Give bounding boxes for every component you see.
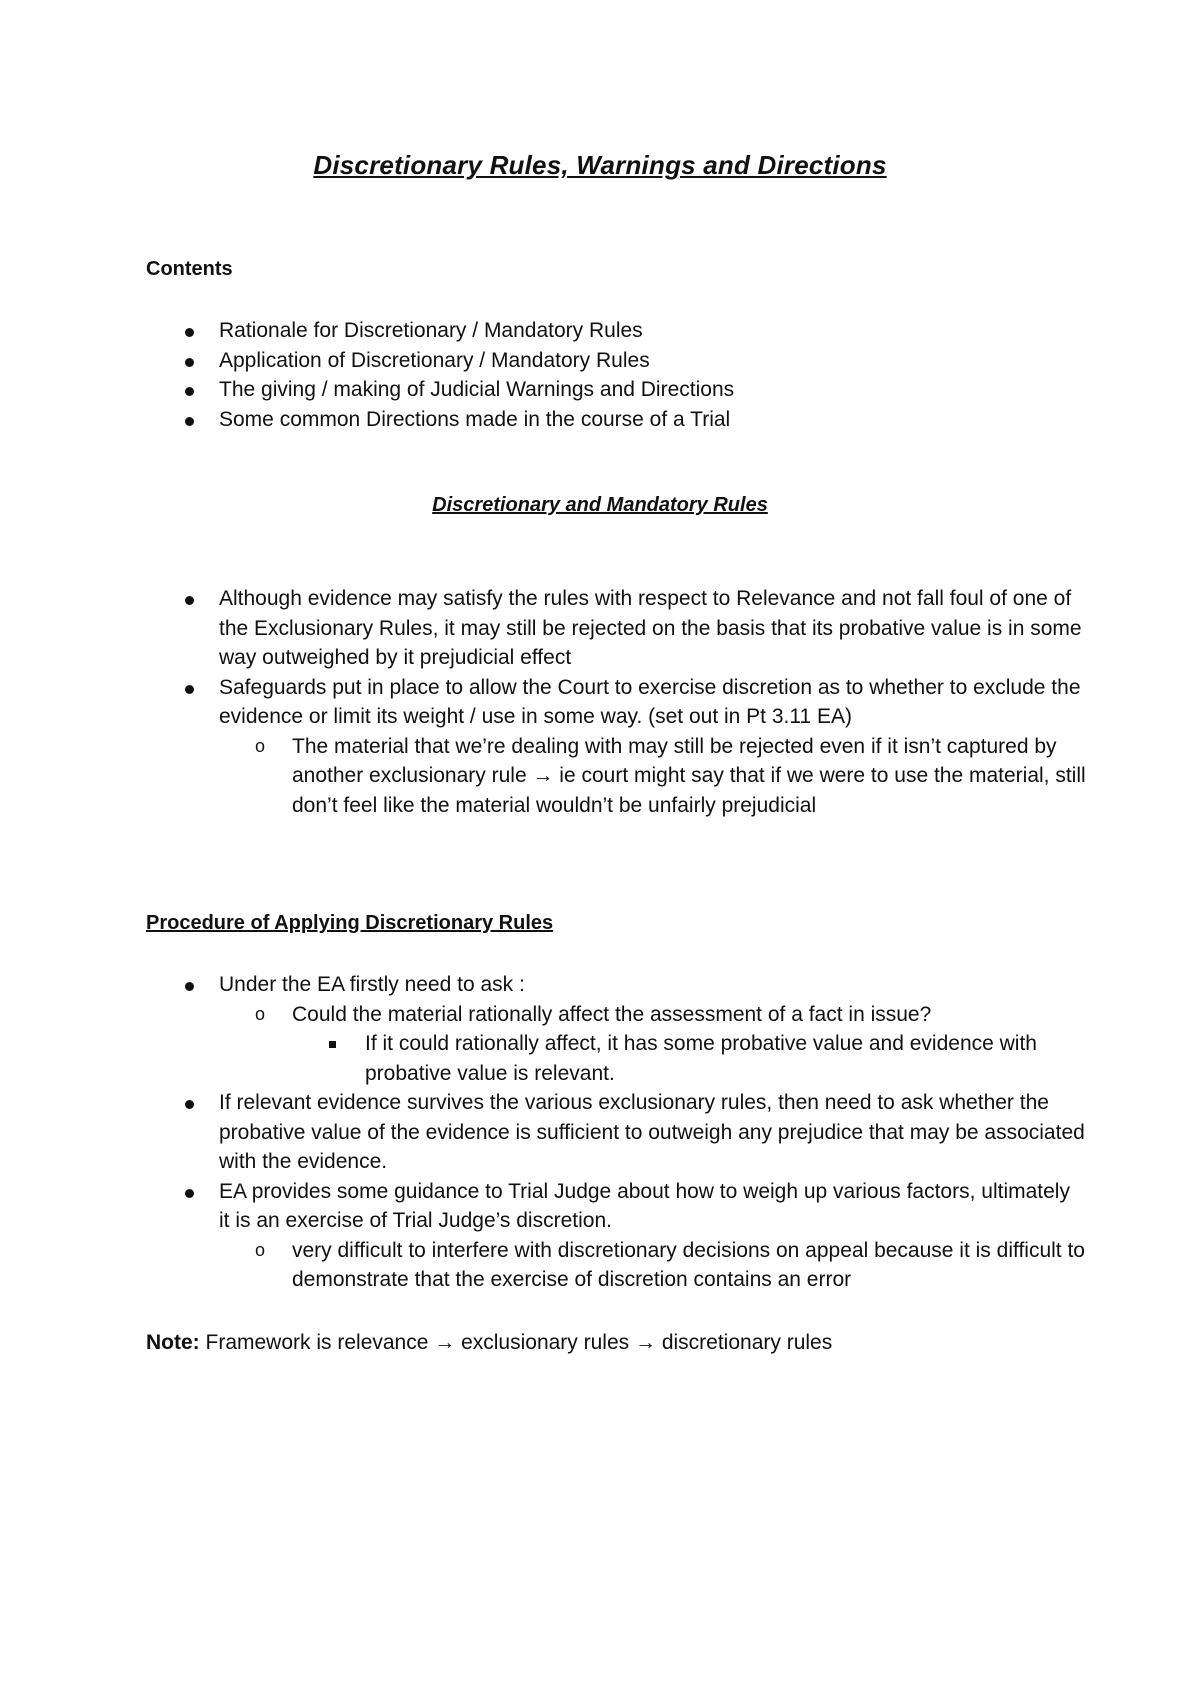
list-item: Rationale for Discretionary / Mandatory Rules [146,316,1086,346]
sub-list [219,1000,1086,1089]
circle-bullet-icon: o [255,1003,266,1024]
section2-list [146,970,1086,1295]
bullet-icon [185,358,194,367]
list-item: Application of Discretionary / Mandatory Rules [146,346,1086,376]
bullet-icon [185,328,194,337]
bullet-icon [185,387,194,396]
section-heading-procedure: Procedure of Applying Discretionary Rules [146,912,554,934]
bullet-icon [185,1189,194,1198]
bullet-icon [185,596,194,605]
circle-bullet-icon: o [255,735,266,756]
sub-list [219,732,1086,821]
sub-sub-list [292,1029,1086,1088]
list-item: o very difficult to interfere with discretionary decisions on appeal because it is difficult to demonstrate that the exercise of discretion contains an error [219,1236,1086,1295]
list-item: EA provides some guidance to Trial Judge about how to weigh up various factors, ultimately it is an exercise of Trial Judge’s discretion. o very difficult to interfere with discretionary decisions on appeal because it is difficult to demonstrate that the exercise of discretion contains an error [146,1177,1086,1295]
sub-list [219,1236,1086,1295]
contents-heading: Contents [146,258,233,280]
bullet-icon [185,1100,194,1109]
list-item: The giving / making of Judicial Warnings and Directions [146,375,1086,405]
bullet-icon [185,685,194,694]
list-item: Safeguards put in place to allow the Court to exercise discretion as to whether to exclude the evidence or limit its weight / use in some way. (set out in Pt 3.11 EA) o The material that we’re dealing with may still be rejected even if it isn’t captured by another exclusionary rule → ie court might say that if we were to use the material, still don’t feel like the material wouldn’t be unfairly prejudicial [146,673,1086,821]
list-item: Under the EA firstly need to ask : o Could the material rationally affect the assessment of a fact in issue? If it could rationally affect, it has some probative value and evidence with probative value is relevant. [146,970,1086,1088]
list-item: o The material that we’re dealing with may still be rejected even if it isn’t captured by another exclusionary rule → ie court might say that if we were to use the material, still don’t feel like the material wouldn’t be unfairly prejudicial [219,732,1086,821]
circle-bullet-icon: o [255,1239,266,1260]
page-title: Discretionary Rules, Warnings and Directions [313,150,887,180]
list-item: If relevant evidence survives the various exclusionary rules, then need to ask whether the probative value of the evidence is sufficient to outweigh any prejudice that may be associated with the evidence. [146,1088,1086,1177]
list-item: If it could rationally affect, it has some probative value and evidence with probative value is relevant. [292,1029,1086,1088]
section1-list [146,584,1086,820]
square-bullet-icon [329,1041,336,1048]
note-text: Framework is relevance → exclusionary rules → discretionary rules [199,1331,833,1354]
list-item: o Could the material rationally affect the assessment of a fact in issue? If it could rationally affect, it has some probative value and evidence with probative value is relevant. [219,1000,1086,1089]
framework-note [146,1328,832,1358]
bullet-icon [185,982,194,991]
contents-list [146,316,1086,434]
note-label: Note: [146,1331,200,1354]
section-heading-discretionary-mandatory: Discretionary and Mandatory Rules [432,494,768,516]
list-item: Some common Directions made in the course of a Trial [146,405,1086,435]
list-item: Although evidence may satisfy the rules with respect to Relevance and not fall foul of one of the Exclusionary Rules, it may still be rejected on the basis that its probative value is in some way outweighed by it prejudicial effect [146,584,1086,673]
bullet-icon [185,417,194,426]
